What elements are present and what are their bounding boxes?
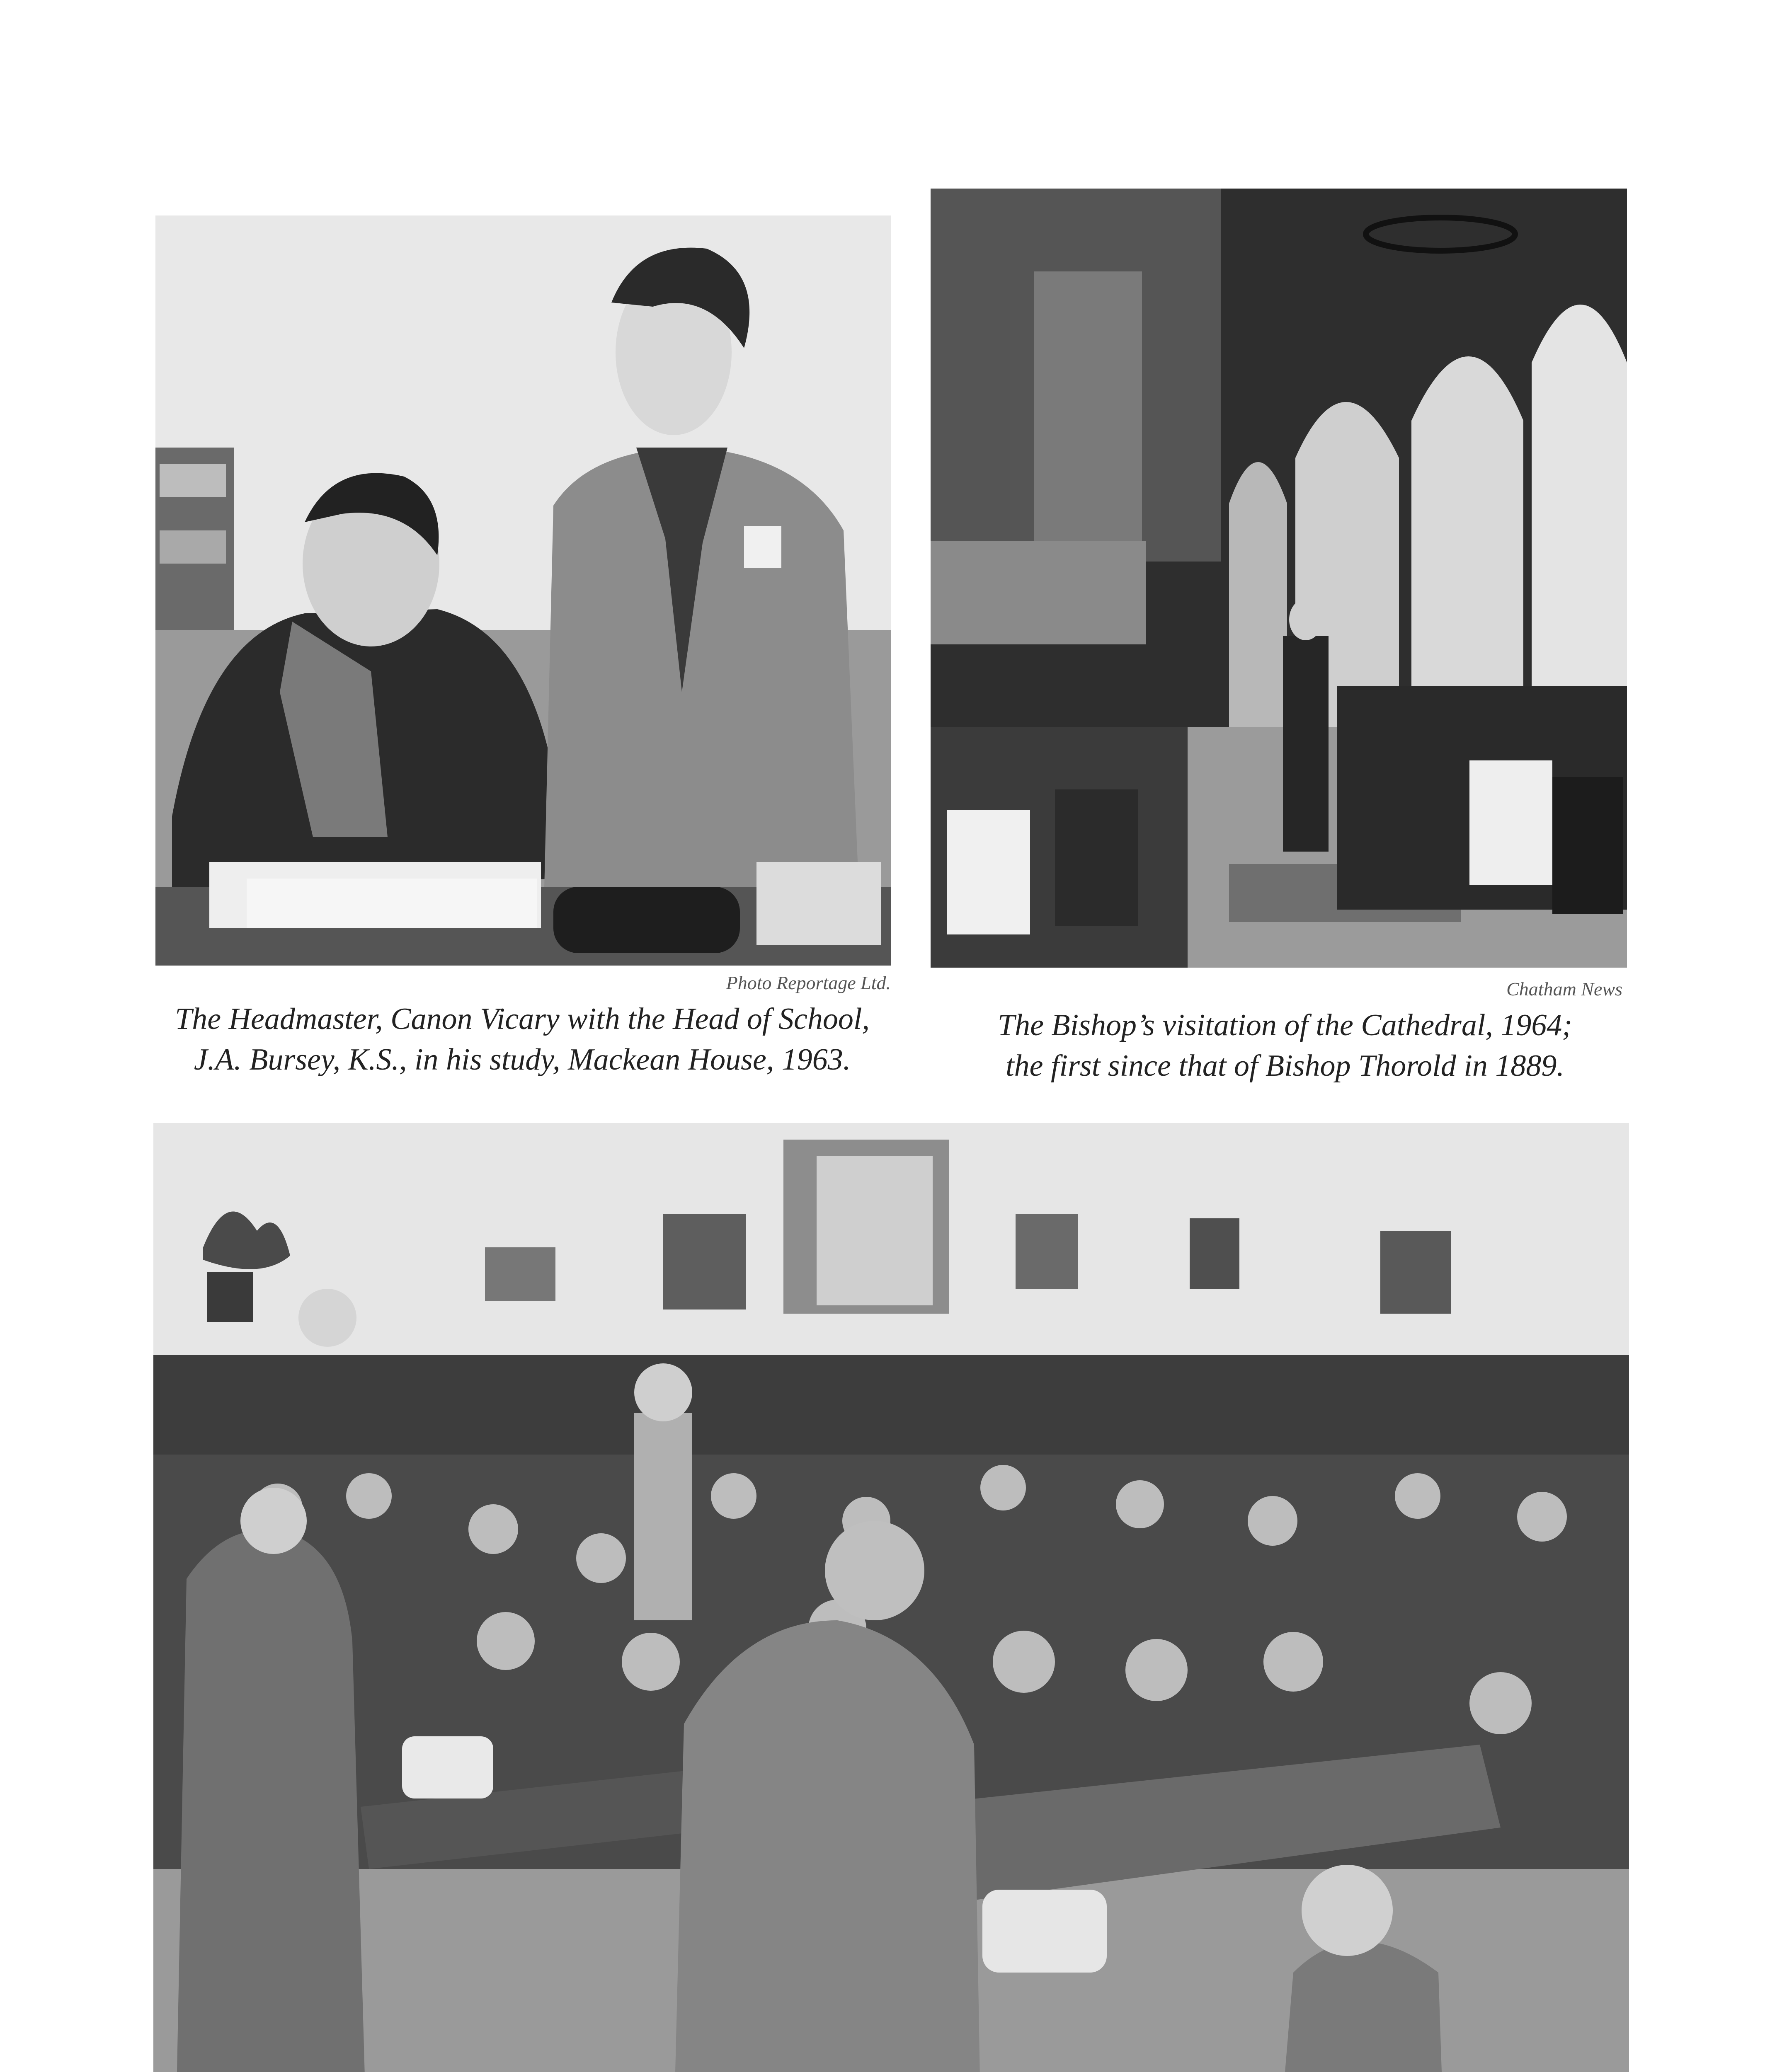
headmaster-photo-credit: Photo Reportage Ltd. — [726, 972, 891, 993]
cathedral-photo-illustration — [931, 189, 1627, 968]
caption-line: The Bishop’s visitation of the Cathedral, 1964; — [997, 1008, 1573, 1042]
photo-dining-hall — [153, 1123, 1629, 2072]
dining-hall-photo-illustration — [153, 1123, 1629, 2072]
headmaster-photo-illustration — [155, 215, 891, 966]
photo-headmaster-study — [155, 215, 891, 966]
caption-line: the first since that of Bishop Thorold in 1889. — [1006, 1049, 1564, 1083]
caption-line: The Headmaster, Canon Vicary with the Head of School, — [175, 1002, 870, 1036]
photo-cathedral-visitation — [931, 189, 1627, 968]
caption-line: J.A. Bursey, K.S., in his study, Mackean House, 1963. — [194, 1043, 851, 1077]
cathedral-photo-credit: Chatham News — [1506, 978, 1622, 1000]
headmaster-photo-caption — [124, 999, 920, 1080]
cathedral-photo-caption — [912, 1005, 1658, 1086]
